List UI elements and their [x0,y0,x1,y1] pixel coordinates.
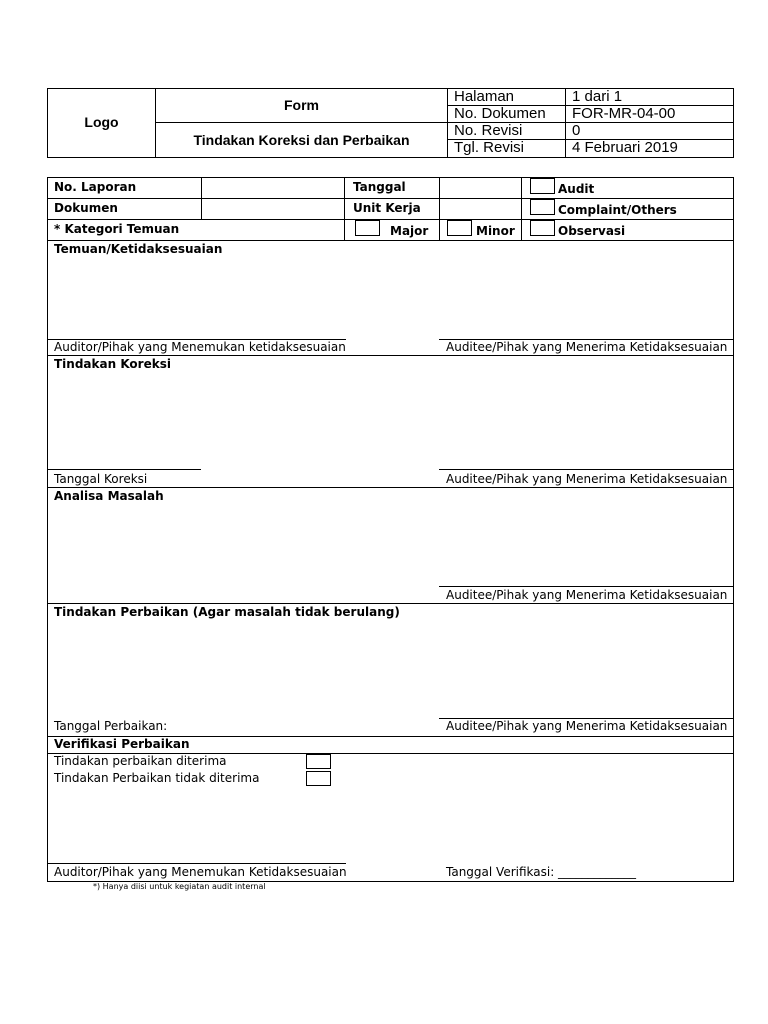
kategori-temuan-label: * Kategori Temuan [54,222,180,236]
temuan-title: Temuan/Ketidaksesuaian [54,242,223,256]
footnote: *) Hanya diisi untuk kegiatan audit internal [93,882,266,891]
verifikasi-accepted-label: Tindakan perbaikan diterima [54,754,227,768]
perbaikan-title: Tindakan Perbaikan (Agar masalah tidak berulang) [54,605,400,619]
dokumen-field[interactable] [202,199,344,219]
audit-label: Audit [558,182,595,196]
verifikasi-rejected-checkbox[interactable] [306,771,331,786]
verifikasi-date-label: Tanggal Verifikasi: _____________ [446,865,637,879]
meta-label-halaman: Halaman [454,88,515,105]
observasi-label: Observasi [558,224,626,238]
perbaikan-auditee-signature-label: Auditee/Pihak yang Menerima Ketidaksesuaian [446,719,728,733]
perbaikan-date-label: Tanggal Perbaikan: [54,719,168,733]
complaint-checkbox[interactable] [530,199,555,215]
observasi-checkbox[interactable] [530,220,555,236]
audit-checkbox[interactable] [530,178,555,194]
verifikasi-auditor-signature-label: Auditor/Pihak yang Menemukan Ketidaksesuaian [54,865,347,879]
analisa-text-area[interactable] [48,505,733,585]
major-label: Major [390,224,429,238]
unit-kerja-label: Unit Kerja [353,201,421,215]
verifikasi-accepted-checkbox[interactable] [306,754,331,769]
no-laporan-field[interactable] [202,178,344,198]
koreksi-title: Tindakan Koreksi [54,357,171,371]
unit-kerja-field[interactable] [440,199,521,219]
meta-value-halaman: 1 dari 1 [572,88,623,105]
form-title: Tindakan Koreksi dan Perbaikan [193,132,410,148]
meta-value-revisi: 0 [572,122,581,139]
verifikasi-rejected-label: Tindakan Perbaikan tidak diterima [54,771,260,785]
koreksi-date-label: Tanggal Koreksi [54,472,148,486]
meta-value-tgl-revisi: 4 Februari 2019 [572,139,678,156]
no-laporan-label: No. Laporan [54,180,137,194]
meta-value-dokumen: FOR-MR-04-00 [572,105,676,122]
koreksi-auditee-signature-label: Auditee/Pihak yang Menerima Ketidaksesuaian [446,472,728,486]
tanggal-label: Tanggal [353,180,406,194]
meta-label-dokumen: No. Dokumen [454,105,546,122]
tanggal-field[interactable] [440,178,521,198]
major-checkbox[interactable] [355,220,380,236]
perbaikan-text-area[interactable] [48,621,733,716]
temuan-text-area[interactable] [48,258,733,338]
logo-placeholder: Logo [84,114,119,130]
koreksi-text-area[interactable] [48,373,733,468]
complaint-label: Complaint/Others [558,203,677,217]
minor-label: Minor [476,224,515,238]
temuan-auditee-signature-label: Auditee/Pihak yang Menerima Ketidaksesuaian [446,340,728,354]
meta-label-tgl-revisi: Tgl. Revisi [454,139,525,156]
analisa-auditee-signature-label: Auditee/Pihak yang Menerima Ketidaksesuaian [446,588,728,602]
dokumen-label: Dokumen [54,201,118,215]
temuan-auditor-signature-label: Auditor/Pihak yang Menemukan ketidaksesuaian [54,340,346,354]
meta-label-revisi: No. Revisi [454,122,523,139]
form-label: Form [284,97,319,113]
analisa-title: Analisa Masalah [54,489,164,503]
verifikasi-title: Verifikasi Perbaikan [54,737,190,751]
minor-checkbox[interactable] [447,220,472,236]
